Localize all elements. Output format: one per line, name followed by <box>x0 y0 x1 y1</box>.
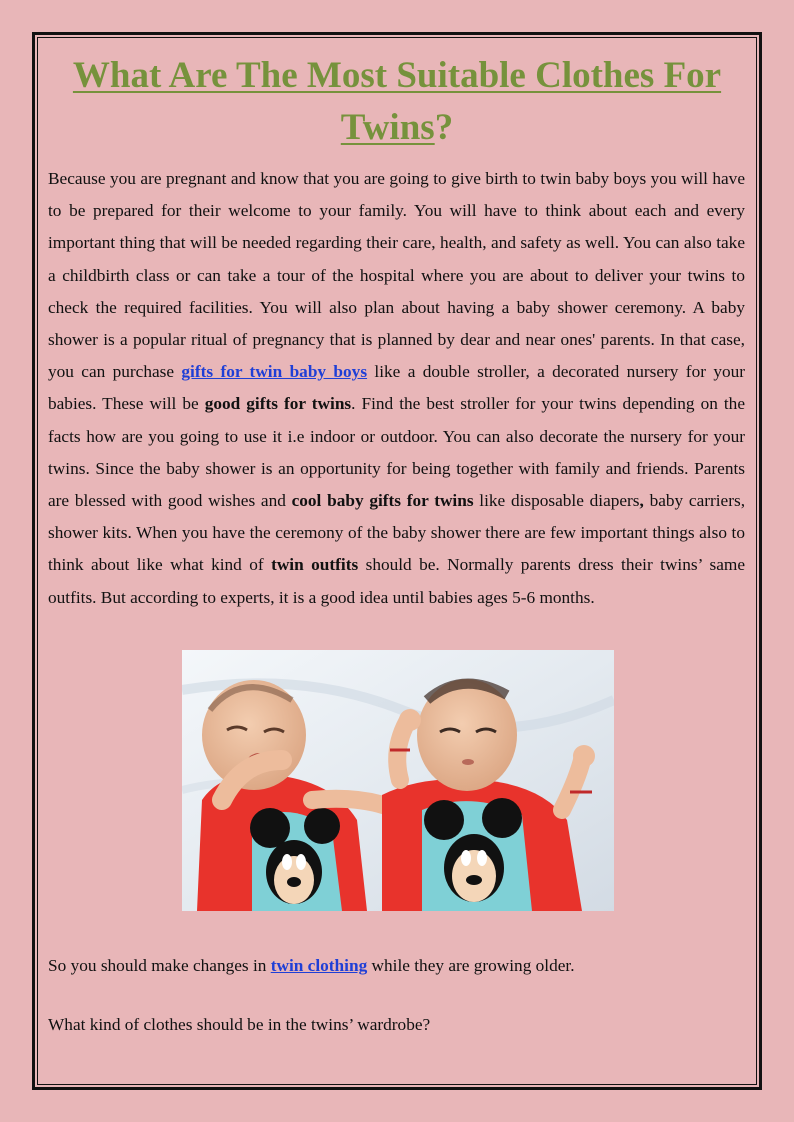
growing-older-line <box>48 954 745 978</box>
twin-babies-photo <box>182 650 614 911</box>
title-part-3: ? <box>434 107 454 148</box>
gifts-for-twin-baby-boys-link[interactable]: gifts for twin baby boys <box>181 362 368 382</box>
page-title <box>40 50 754 154</box>
paragraph-text-4: like disposable diapers <box>473 491 640 511</box>
title-part-2: Twins <box>340 107 435 148</box>
twin-outfits-bold: twin outfits <box>271 555 359 575</box>
paragraph-text-2: like a double stroller, a decorated nursery for your babies. These will be <box>48 362 746 414</box>
paragraph-text-6: should be. Normally parents dress their twins’ same outfits. But according to experts, it is a good idea until babies ages 5-6 months. <box>48 555 745 607</box>
bold-comma: , <box>639 491 644 511</box>
paragraph-text-3: . Find the best stroller for your twins depending on the facts how are you going to use it i.e indoor or outdoor. You can also decorate the nursery for your twins. Since the baby shower is an opportunity for being together with family and friends. Parents are blessed with good wishes and <box>48 394 745 511</box>
title-part-1: What Are The Most Suitable Clothes For <box>72 55 722 96</box>
line2-text-1: So you should make changes in <box>48 956 271 975</box>
body-paragraph <box>48 163 745 614</box>
paragraph-text-5: baby carriers, shower kits. When you have the ceremony of the baby shower there are few important things also to think about like what kind of <box>48 491 746 575</box>
line2-text-2: while they are growing older. <box>367 956 575 975</box>
twin-clothing-link[interactable]: twin clothing <box>270 956 368 975</box>
good-gifts-for-twins-bold: good gifts for twins <box>204 394 352 414</box>
paragraph-text-1: Because you are pregnant and know that you are going to give birth to twin baby boys you will have to be prepared for their welcome to your family. You will have to think about each and every important thing that will be needed regarding their care, health, and safety as well. You can also take a childbirth class or can take a tour of the hospital where you are about to deliver your twins to check the required facilities. You will also plan about having a baby shower ceremony. A baby shower is a popular ritual of pregnancy that is planned by dear and near ones' parents. In that case, you can purchase <box>48 169 745 382</box>
wardrobe-question: What kind of clothes should be in the twins’ wardrobe? <box>48 1015 431 1034</box>
cool-baby-gifts-bold: cool baby gifts for twins <box>291 491 474 511</box>
